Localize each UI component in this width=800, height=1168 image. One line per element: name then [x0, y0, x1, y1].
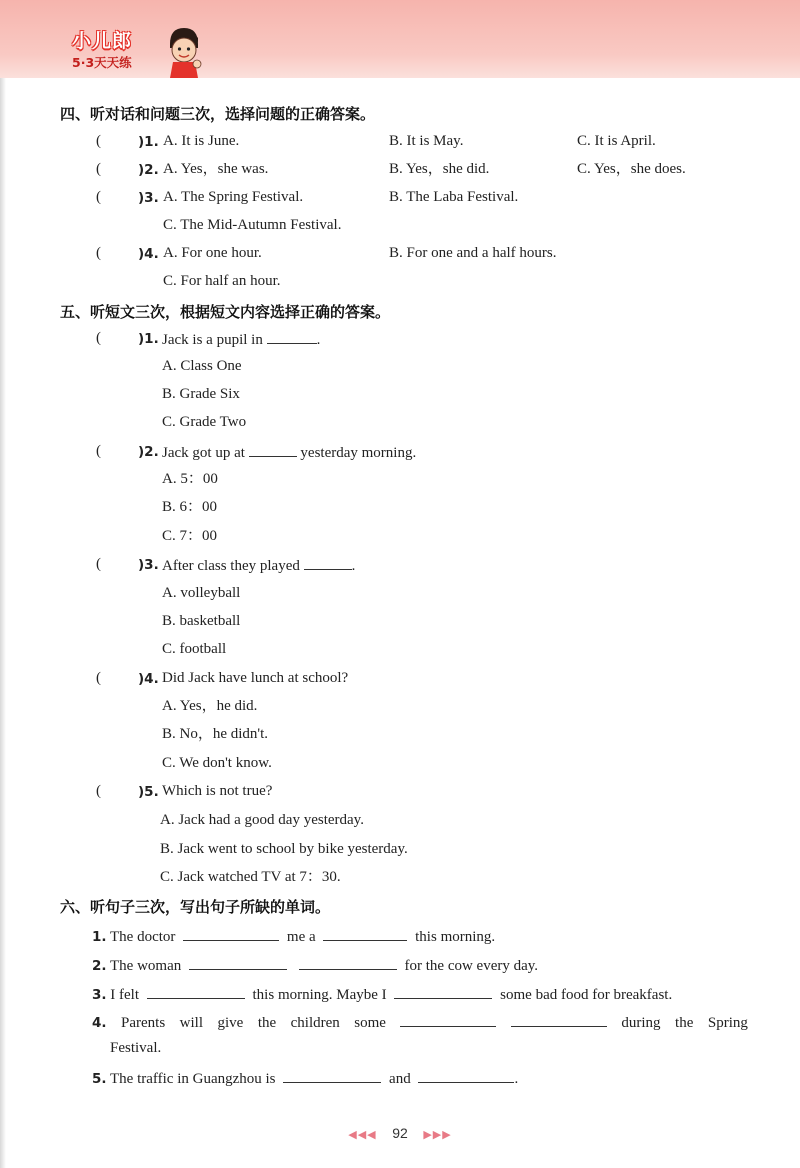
s6-sentence-1 [92, 926, 495, 946]
page-number: 92 [392, 1125, 408, 1141]
answer-blank[interactable] [249, 442, 297, 457]
option-c: C. The Mid-Autumn Festival. [163, 217, 342, 233]
option-c: C. Jack watched TV at 7：30. [160, 869, 341, 885]
s6-sentence-4 [92, 1012, 748, 1032]
answer-paren[interactable]: ( [96, 670, 101, 686]
question-stem-end: . [351, 558, 356, 574]
question-number: )3. [138, 190, 159, 206]
option-a: A. Class One [162, 358, 242, 374]
option-b: B. The Laba Festival. [389, 189, 519, 205]
answer-paren[interactable]: ( [96, 189, 101, 205]
sentence-number: 2. [92, 958, 107, 974]
prev-arrows-icon: ◀◀◀ [348, 1129, 377, 1141]
option-c: C. 7：00 [162, 528, 218, 544]
option-c: C. It is April. [577, 133, 656, 149]
section-4-title: 四、听对话和问题三次，选择问题的正确答案。 [60, 105, 376, 123]
question-stem: After class they played [162, 558, 300, 574]
sentence-part: this morning. Maybe I [252, 987, 387, 1003]
answer-paren[interactable]: ( [96, 161, 101, 177]
question-stem: Did Jack have lunch at school? [162, 670, 349, 686]
mascot-boy-icon [164, 24, 204, 78]
answer-blank[interactable] [418, 1068, 514, 1083]
sentence-part: Parents [121, 1015, 166, 1031]
sentence-number: 1. [92, 929, 107, 945]
option-a: A. It is June. [163, 133, 240, 149]
option-b: B. Grade Six [162, 386, 240, 402]
question-stem: Jack got up at [162, 445, 245, 461]
answer-blank[interactable] [400, 1012, 496, 1027]
s6-sentence-2 [92, 955, 538, 975]
option-b: B. 6：00 [162, 499, 218, 515]
sentence-part: some bad food for breakfast. [500, 987, 673, 1003]
option-c: C. Yes，she does. [577, 161, 686, 177]
option-b: B. Jack went to school by bike yesterday. [160, 841, 408, 857]
sentence-part: The doctor [110, 929, 176, 945]
answer-blank[interactable] [267, 329, 317, 344]
option-a: A. volleyball [162, 585, 241, 601]
option-a: A. Yes，she was. [163, 161, 269, 177]
sentence-part: and [389, 1071, 411, 1087]
answer-blank[interactable] [323, 926, 407, 941]
sentence-part: . [514, 1071, 519, 1087]
option-b: B. Yes，she did. [389, 161, 490, 177]
sentence-part: Spring [707, 1015, 748, 1031]
question-stem: Which is not true? [162, 783, 273, 799]
sentence-part: some [354, 1015, 386, 1031]
sentence-part: during [621, 1015, 661, 1031]
option-a: A. Yes，he did. [162, 698, 258, 714]
option-b: B. basketball [162, 613, 241, 629]
sentence-part: me a [286, 929, 316, 945]
s6-sentence-4-continued: Festival. [110, 1040, 162, 1056]
s6-sentence-5 [92, 1068, 518, 1088]
answer-blank[interactable] [183, 926, 279, 941]
question-stem-end: yesterday morning. [300, 445, 417, 461]
option-b: B. It is May. [389, 133, 464, 149]
question-number: )5. [138, 784, 159, 800]
answer-blank[interactable] [189, 955, 287, 970]
answer-paren[interactable]: ( [96, 443, 101, 459]
sentence-part: I felt [110, 987, 140, 1003]
question-number: )4. [138, 671, 159, 687]
sentence-part: the [257, 1015, 277, 1031]
next-arrows-icon: ▶▶▶ [423, 1129, 452, 1141]
option-a: A. The Spring Festival. [163, 189, 304, 205]
answer-blank[interactable] [511, 1012, 607, 1027]
question-number: )2. [138, 162, 159, 178]
option-c: C. For half an hour. [163, 273, 281, 289]
option-b: B. No，he didn't. [162, 726, 269, 742]
question-number: )2. [138, 444, 159, 460]
logo-subtitle: 5·3天天练 [72, 55, 132, 70]
logo-title: 小儿郎 [72, 30, 133, 52]
question-stem: Jack is a pupil in [162, 332, 263, 348]
sentence-part: The woman [110, 958, 182, 974]
page-edge [0, 0, 6, 1168]
section-5-title: 五、听短文三次，根据短文内容选择正确的答案。 [60, 303, 391, 321]
question-number: )1. [138, 134, 159, 150]
sentence-number: 4. [92, 1015, 107, 1031]
answer-blank[interactable] [283, 1068, 381, 1083]
answer-blank[interactable] [147, 984, 245, 999]
brand-logo [66, 24, 206, 76]
sentence-part: The traffic in Guangzhou is [110, 1071, 276, 1087]
answer-paren[interactable]: ( [96, 245, 101, 261]
answer-paren[interactable]: ( [96, 133, 101, 149]
option-c: C. We don't know. [162, 755, 272, 771]
answer-blank[interactable] [299, 955, 397, 970]
sentence-part: give [217, 1015, 244, 1031]
option-c: C. football [162, 641, 227, 657]
sentence-part: for the cow every day. [404, 958, 539, 974]
answer-paren[interactable]: ( [96, 330, 101, 346]
sentence-number: 5. [92, 1071, 107, 1087]
section-6-title: 六、听句子三次，写出句子所缺的单词。 [60, 898, 331, 916]
answer-paren[interactable]: ( [96, 556, 101, 572]
answer-blank[interactable] [304, 555, 352, 570]
sentence-part: children [290, 1015, 340, 1031]
answer-paren[interactable]: ( [96, 783, 101, 799]
question-number: )1. [138, 331, 159, 347]
option-a: A. 5：00 [162, 471, 218, 487]
option-b: B. For one and a half hours. [389, 245, 557, 261]
sentence-part: will [179, 1015, 204, 1031]
option-c: C. Grade Two [162, 414, 247, 430]
answer-blank[interactable] [394, 984, 492, 999]
question-number: )4. [138, 246, 159, 262]
sentence-part: this morning. [415, 929, 496, 945]
sentence-number: 3. [92, 987, 107, 1003]
option-a: A. Jack had a good day yesterday. [160, 812, 364, 828]
option-a: A. For one hour. [163, 245, 262, 261]
question-number: )3. [138, 557, 159, 573]
page-footer [0, 1125, 800, 1141]
question-stem-end: . [316, 332, 321, 348]
s6-sentence-3 [92, 984, 672, 1004]
sentence-part: the [675, 1015, 694, 1031]
